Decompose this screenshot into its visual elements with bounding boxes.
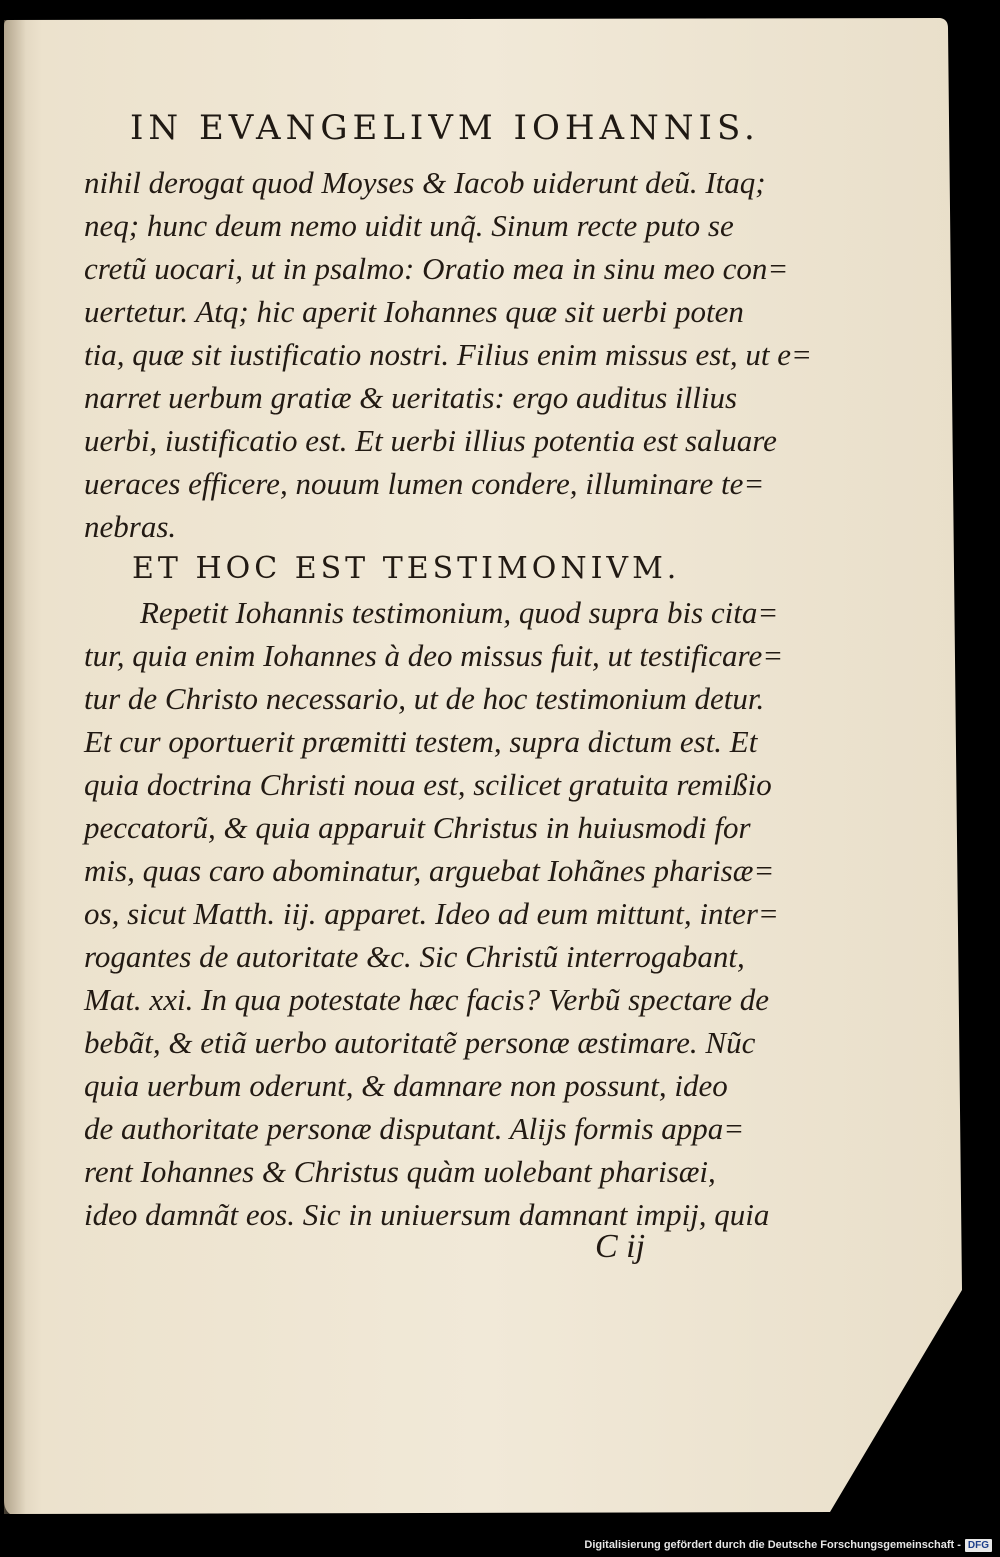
paragraph-2-line: quia doctrina Christi noua est, scilicet gratuita remißio — [84, 767, 772, 802]
paragraph-1-line: cretũ uocari, ut in psalmo: Oratio mea in sinu meo con= — [84, 251, 789, 286]
paragraph-2-line: rogantes de autoritate &c. Sic Christũ interrogabant, — [84, 939, 745, 974]
running-head: IN EVANGELIVM IOHANNIS. — [130, 108, 760, 148]
section-heading: ET HOC EST TESTIMONIVM. — [132, 551, 681, 586]
paragraph-1-line: tia, quæ sit iustificatio nostri. Filius enim missus est, ut e= — [84, 337, 812, 372]
paragraph-2-line: bebãt, & etiã uerbo autoritatẽ personæ æstimare. Nũc — [84, 1025, 756, 1060]
paragraph-1-line: ueraces efficere, nouum lumen condere, illuminare te= — [84, 466, 765, 501]
paragraph-2-line: peccatorũ, & quia apparuit Christus in huiusmodi for — [84, 810, 751, 845]
paragraph-1-line: nebras. — [84, 509, 177, 544]
signature-mark: C ij — [595, 1228, 646, 1265]
paragraph-2-line: Et cur oportuerit præmitti testem, supra dictum est. Et — [84, 724, 758, 759]
paragraph-1-line: neq; hunc deum nemo uidit unq̃. Sinum recte puto se — [84, 208, 734, 243]
paragraph-1-line: nihil derogat quod Moyses & Iacob uiderunt deũ. Itaq; — [84, 165, 766, 200]
paragraph-2-line: tur de Christo necessario, ut de hoc testimonium detur. — [84, 681, 765, 716]
paragraph-2-line: ideo damnãt eos. Sic in uniuersum damnant impij, quia — [84, 1197, 770, 1232]
footer-credit — [584, 1536, 992, 1554]
footer-credit-text: Digitalisierung gefördert durch die Deutsche Forschungsgemeinschaft - — [584, 1539, 961, 1551]
paragraph-2-line: Mat. xxi. In qua potestate hæc facis? Verbũ spectare de — [84, 982, 769, 1017]
paragraph-2-line: rent Iohannes & Christus quàm uolebant pharisæi, — [84, 1154, 716, 1189]
paragraph-1-line: narret uerbum gratiæ & ueritatis: ergo auditus illius — [84, 380, 738, 415]
dfg-logo-icon: DFG — [965, 1539, 992, 1552]
paragraph-1-line: uertetur. Atq; hic aperit Iohannes quæ sit uerbi poten — [84, 294, 744, 329]
paragraph-1-line: uerbi, iustificatio est. Et uerbi illius potentia est saluare — [84, 423, 777, 458]
paragraph-2-line: Repetit Iohannis testimonium, quod supra bis cita= — [140, 595, 779, 630]
paragraph-2-line: mis, quas caro abominatur, arguebat Iohãnes pharisæ= — [84, 853, 775, 888]
paragraph-2-line: quia uerbum oderunt, & damnare non possunt, ideo — [84, 1068, 728, 1103]
paragraph-2-line: de authoritate personæ disputant. Alijs formis appa= — [84, 1111, 745, 1146]
paragraph-2-line: os, sicut Matth. iij. apparet. Ideo ad eum mittunt, inter= — [84, 896, 779, 931]
paragraph-2-line: tur, quia enim Iohannes à deo missus fuit, ut testificare= — [84, 638, 784, 673]
